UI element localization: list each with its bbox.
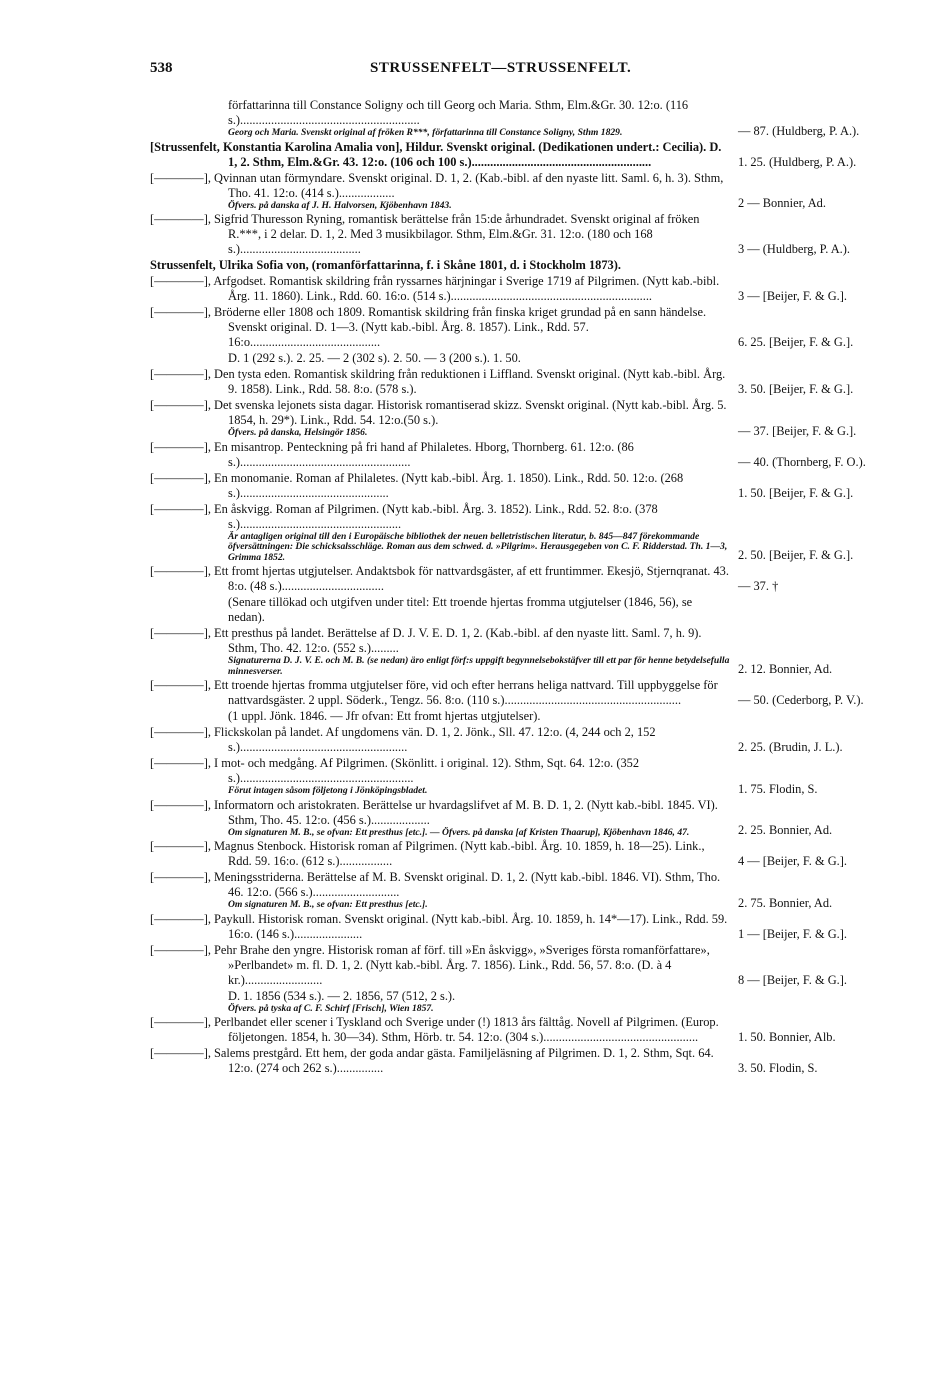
entry-note: Öfvers. på danska af J. H. Halvorsen, Kjöbenhavn 1843. [228, 199, 452, 211]
catalog-entry [150, 678, 910, 708]
entry-text [150, 912, 730, 942]
catalog-entry [150, 140, 910, 170]
entry-title: D. 1. 1856 (534 s.). — 2. 1856, 57 (512, 2 s.). [228, 988, 456, 1003]
entry-title: [————], Paykull. Historisk roman. Svenskt original. (Nytt kab.-bibl. Årg. 10. 1859, h. 14*—17). Link., Rdd. 59. 16:o. (146 s.)...................... [150, 911, 728, 941]
catalog-entry [150, 798, 910, 839]
entry-text [150, 440, 730, 470]
entry-price-publisher: 2 — Bonnier, Ad. [738, 196, 826, 210]
catalog-entry [150, 756, 910, 797]
entry-price-publisher: — 40. (Thornberg, F. O.). [738, 454, 866, 469]
entry-title: [————], Den tysta eden. Romantisk skildring från reduktionen i Liffland. Svenskt original. (Nytt kab.-bibl. Årg. 9. 1858). Link., Rdd. 58. 8:o. (578 s.). [150, 367, 726, 396]
entry-text [150, 626, 730, 677]
catalog-entry [150, 367, 910, 397]
entry-price-publisher: 1. 50. Bonnier, Alb. [738, 1030, 836, 1044]
entry-title: Strussenfelt, Ulrika Sofia von, (romanförfattarinna, f. i Skåne 1801, d. i Stockholm 1873). [150, 258, 621, 272]
entry-text [150, 595, 730, 625]
entry-note: Öfvers. på tyska af C. F. Schirf [Frisch], Wien 1857. [228, 1002, 434, 1014]
entry-title: D. 1 (292 s.). 2. 25. — 2 (302 s). 2. 50. — 3 (200 s.). 1. 50. [228, 351, 521, 365]
entry-text [150, 502, 730, 564]
catalog-entry [150, 943, 910, 988]
entry-note: Är antagligen original till den i Europäische bibliothek der neuen belletristischen literatur, b. 845—847 förekommande öfversättningen: Die schicksalsschläge. Roman aus dem schwed. d. »Pilgrim». Herausgegeben von C. F. Ridderstad. Th. 1—3, Grimma 1852. [228, 530, 728, 563]
entry-text [150, 943, 730, 988]
entry-price-publisher: — 87. (Huldberg, P. A.). [738, 123, 860, 138]
entry-title: [————], En åskvigg. Roman af Pilgrimen. (Nytt kab.-bibl. Årg. 3. 1852). Link., Rdd. 52. 8:o. (378 s.).................................................... [150, 501, 658, 531]
entry-text [150, 756, 730, 797]
entry-text [150, 798, 730, 839]
entry-title: [————], Perlbandet eller scener i Tyskland och Sverige under (!) 1813 års fälttåg. Novell af Pilgrimen. (Europ. följetongen. 1854, h. 30—34). Sthm, Hörb. tr. 54. 12:o. (304 s.).................................................. [150, 1015, 719, 1044]
entry-price-publisher: 8 — [Beijer, F. & G.]. [738, 972, 847, 987]
catalog-entry [150, 351, 910, 366]
entry-title: [————], Qvinnan utan förmyndare. Svenskt original. D. 1, 2. (Kab.-bibl. af den nyaste litt. Saml. 6, h. 3). Sthm, Tho. 41. 12:o. (414 s.).................. [150, 170, 724, 200]
entry-title: [————], Ett fromt hjertas utgjutelser. Andaktsbok för nattvardsgäster, af ett fruntimmer. Ekesjö, Stjernqranat. 43. 8:o. (48 s.)................................. [150, 564, 729, 593]
entry-text [150, 98, 730, 139]
entry-title: (1 uppl. Jönk. 1846. — Jfr ofvan: Ett fromt hjertas utgjutelser). [228, 709, 541, 723]
entry-price-publisher: 3 — (Huldberg, P. A.). [738, 242, 850, 256]
entry-note: Öfvers. på danska, Helsingör 1856. [228, 427, 368, 438]
entry-title: [————], I mot- och medgång. Af Pilgrimen. (Skönlitt. i original. 12). Sthm, Sqt. 64. 12:o. (352 s.)........................................................ [150, 756, 640, 785]
entry-title: [————], Ett presthus på landet. Berättelse af D. J. V. E. D. 1, 2. (Kab.-bibl. af den nyaste litt. Saml. 7, h. 9). Sthm, Tho. 42. 12:o. (552 s.)......... [150, 626, 702, 655]
entry-price-publisher: 1. 25. (Huldberg, P. A.). [738, 154, 857, 169]
catalog-entry [150, 440, 910, 470]
entry-text [150, 212, 730, 257]
catalog-entry [150, 502, 910, 564]
entry-text [150, 1015, 730, 1045]
entry-title: [————], Ett troende hjertas fromma utgjutelser före, vid och efter herrans heliga nattvard. Till uppbyggelse för nattvardsgäster. 2 uppl. Söderk., Tengz. 56. 8:o. (110 s.)......................................................... [150, 678, 718, 707]
entry-title: [————], En misantrop. Penteckning på fri hand af Philaletes. Hborg, Thornberg. 61. 12:o. (86 s.)....................................................... [150, 439, 634, 469]
entry-title: [————], Sigfrid Thuresson Ryning, romantisk berättelse från 15:de århundradet. Svenskt original af fröken R.***, i 2 delar. D. 1, 2. Med 3 musikbilagor. Sthm, Elm.&Gr. 31. 12:o. (180 och 168 s.)....................................... [150, 212, 700, 256]
entry-price-publisher: 3. 50. Flodin, S. [738, 1061, 818, 1075]
entry-title: författarinna till Constance Soligny och till Georg och Maria. Sthm, Elm.&Gr. 30. 12:o. (116 s.).......................................................... [228, 98, 689, 127]
page-number: 538 [150, 60, 173, 76]
entry-note: Georg och Maria. Svenskt original af fröken R***, författarinna till Constance Soligny, Sthm 1829. [228, 127, 623, 138]
entry-text [150, 1046, 730, 1076]
entry-text [150, 709, 730, 724]
entry-text [150, 351, 730, 366]
catalog-entry [150, 626, 910, 677]
entry-price-publisher: 2. 12. Bonnier, Ad. [738, 662, 833, 676]
catalog-entry [150, 912, 910, 942]
catalog-entry [150, 989, 910, 1015]
entry-title: [————], Det svenska lejonets sista dagar. Historisk romantiserad skizz. Svenskt original. (Nytt kab.-bibl. Årg. 5. 1854, h. 29*). Link., Rdd. 54. 12:o.(50 s.). [150, 398, 727, 427]
entry-price-publisher: 4 — [Beijer, F. & G.]. [738, 854, 847, 868]
entry-title: [————], Pehr Brahe den yngre. Historisk roman af förf. till »En åskvigg», »Sveriges första romanförfattare», »Perlbandet» m. fl. D. 1, 2. (Nytt kab.-bibl. Årg. 7. 1856). Link., Rdd. 56, 57. 8:o. (D. à 4 kr.)......................... [150, 942, 710, 987]
entry-title: [————], Magnus Stenbock. Historisk roman af Pilgrimen. (Nytt kab.-bibl. Årg. 10. 1859, h. 18—25). Link., Rdd. 59. 16:o. (612 s.)................. [150, 839, 705, 868]
entry-text [150, 870, 730, 911]
entry-price-publisher: — 37. † [738, 579, 779, 593]
catalog-entries [150, 98, 910, 1077]
entry-price-publisher: 1 — [Beijer, F. & G.]. [738, 926, 847, 941]
entry-note: Om signaturen M. B., se ofvan: Ett presthus [etc.]. — Öfvers. på danska [af Kristen Thaarup], Kjöbenhavn 1846, 47. [228, 826, 690, 838]
entry-text [150, 367, 730, 397]
catalog-entry [150, 98, 910, 139]
entry-text [150, 398, 730, 439]
catalog-entry [150, 471, 910, 501]
entry-text [150, 258, 730, 273]
catalog-entry [150, 839, 910, 869]
entry-text [150, 564, 730, 594]
page-header [150, 60, 850, 80]
entry-text [150, 471, 730, 501]
entry-price-publisher: — 37. [Beijer, F. & G.]. [738, 423, 857, 438]
entry-title: [————], Arfgodset. Romantisk skildring från ryssarnes härjningar i Sverige 1719 af Pilgrimen. (Nytt kab.-bibl. Årg. 11. 1860). Link., Rdd. 60. 16:o. (514 s.)................................................................. [150, 274, 720, 303]
catalog-entry [150, 1015, 910, 1045]
entry-price-publisher: 6. 25. [Beijer, F. & G.]. [738, 335, 854, 349]
catalog-entry [150, 398, 910, 439]
catalog-entry [150, 709, 910, 724]
entry-title: [————], Bröderne eller 1808 och 1809. Romantisk skildring från finska kriget grundad på en sann händelse. Svenskt original. D. 1—3. (Nytt kab.-bibl. Årg. 8. 1857). Link., Rdd. 57. 16:o.......................................... [150, 305, 707, 349]
entry-text [150, 678, 730, 708]
entry-text [150, 305, 730, 350]
entry-title: [————], Salems prestgård. Ett hem, der goda andar gästa. Familjeläsning af Pilgrimen. D. 1, 2. Sthm, Sqt. 64. 12:o. (274 och 262 s.)............... [150, 1046, 714, 1075]
entry-price-publisher: 2. 25. Bonnier, Ad. [738, 823, 833, 837]
entry-price-publisher: 2. 50. [Beijer, F. & G.]. [738, 548, 854, 562]
catalog-entry [150, 564, 910, 594]
entry-text [150, 725, 730, 755]
entry-title: [————], Informatorn och aristokraten. Berättelse ur hvardagslifvet af M. B. D. 1, 2. (Nytt kab.-bibl. 1845. VI). Sthm, Tho. 45. 12:o. (456 s.)................... [150, 797, 718, 827]
entry-note: Om signaturen M. B., se ofvan: Ett presthus [etc.]. [228, 899, 428, 910]
entry-price-publisher: 3. 50. [Beijer, F. & G.]. [738, 382, 854, 396]
catalog-entry [150, 258, 910, 273]
entry-text [150, 989, 730, 1015]
catalog-entry [150, 212, 910, 257]
entry-text [150, 839, 730, 869]
entry-title: [————], En monomanie. Roman af Philaletes. (Nytt kab.-bibl. Årg. 1. 1850). Link., Rdd. 50. 12:o. (268 s.)................................................ [150, 470, 684, 500]
entry-price-publisher: 2. 25. (Brudin, J. L.). [738, 740, 843, 754]
entry-note: Förut intagen såsom följetong i Jönköpingsbladet. [228, 785, 428, 796]
entry-text [150, 171, 730, 212]
entry-title: (Senare tillökad och utgifven under titel: Ett troende hjertas fromma utgjutelser (1846, 56), se nedan). [228, 595, 693, 624]
entry-price-publisher: 2. 75. Bonnier, Ad. [738, 895, 833, 910]
entry-title: [————], Meningsstriderna. Berättelse af M. B. Svenskt original. D. 1, 2. (Nytt kab.-bibl. 1846. VI). Sthm, Tho. 46. 12:o. (566 s.)............................ [150, 870, 721, 899]
entry-price-publisher: 3 — [Beijer, F. & G.]. [738, 289, 847, 303]
entry-text [150, 140, 730, 170]
running-title: STRUSSENFELT—STRUSSENFELT. [370, 60, 632, 76]
entry-price-publisher: 1. 50. [Beijer, F. & G.]. [738, 485, 854, 500]
entry-text [150, 274, 730, 304]
entry-price-publisher: — 50. (Cederborg, P. V.). [738, 693, 864, 707]
catalog-entry [150, 274, 910, 304]
catalog-entry [150, 171, 910, 212]
catalog-entry [150, 305, 910, 350]
catalog-entry [150, 1046, 910, 1076]
entry-title: [Strussenfelt, Konstantia Karolina Amalia von], Hildur. Svenskt original. (Dedikationen undert.: Cecilia). D. 1, 2. Sthm, Elm.&Gr. 43. 12:o. (106 och 100 s.).......................................................... [150, 139, 722, 169]
catalog-entry [150, 870, 910, 911]
catalog-entry [150, 595, 910, 625]
catalog-entry [150, 725, 910, 755]
entry-price-publisher: 1. 75. Flodin, S. [738, 781, 818, 796]
entry-note: Signaturerna D. J. V. E. och M. B. (se nedan) äro enligt förf:s uppgift begynnelsebokstäfver till ett par för henne betydelsefulla minnesverser. [228, 655, 730, 677]
entry-title: [————], Flickskolan på landet. Af ungdomens vän. D. 1, 2. Jönk., Sll. 47. 12:o. (4, 244 och 2, 152 s.)...................................................... [150, 725, 656, 754]
